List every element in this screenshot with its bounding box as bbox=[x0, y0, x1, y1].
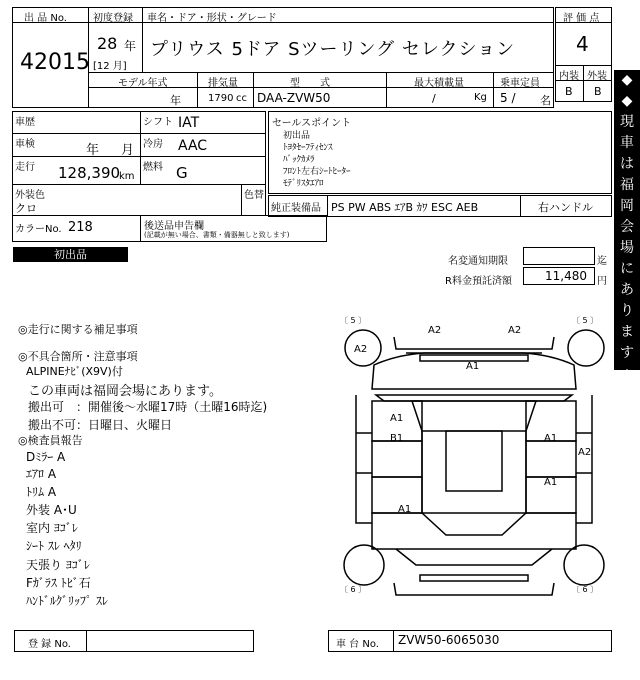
front-left-section-label: 〔 5 〕 bbox=[340, 316, 367, 325]
sales-point-item: ﾄﾖﾀｾｰﾌﾃｨｾﾝｽ bbox=[283, 143, 333, 153]
shift-value: IAT bbox=[178, 115, 200, 131]
inspector-line: ｴｱﾛ A bbox=[26, 467, 57, 481]
remark-line: この車両は福岡会場にあります。 bbox=[28, 384, 222, 399]
score-label: 評 価 点 bbox=[563, 13, 600, 24]
inspection-month: 月 bbox=[121, 143, 135, 158]
inspector-line: 天張り ﾖｺﾞﾚ bbox=[26, 558, 90, 572]
location-banner: ◆ ◆ 現 車 は 福 岡 会 場 に あ り ま す ◆ ◆ bbox=[614, 70, 640, 370]
remark-line: 搬出不可：日曜日、火曜日 bbox=[28, 418, 173, 432]
damage-mark-side-right: A2 bbox=[578, 447, 592, 458]
history-label: 車歴 bbox=[15, 117, 35, 128]
model-value: DAA-ZVW50 bbox=[257, 91, 331, 105]
chassis-no-value: ZVW50-6065030 bbox=[398, 633, 500, 647]
displacement-label: 排気量 bbox=[208, 78, 238, 89]
reg-year: 28 bbox=[97, 34, 118, 53]
chassis-no-label: 車 台 No. bbox=[336, 639, 379, 650]
name-change-deadline-box bbox=[523, 247, 595, 265]
sales-point-item: 初出品 bbox=[283, 131, 311, 141]
color-row bbox=[12, 184, 266, 216]
cc-unit: cc bbox=[236, 93, 247, 104]
reg-year-unit: 年 bbox=[124, 39, 137, 53]
inspector-header: ◎検査員報告 bbox=[18, 434, 83, 447]
sales-point-item: ﾓﾃﾞﾘｽﾀｴｱﾛ bbox=[283, 179, 324, 189]
details-table bbox=[12, 111, 266, 185]
fuel-label: 燃料 bbox=[143, 162, 163, 173]
car-name: プリウス 5ドア Sツーリング セレクション bbox=[150, 39, 516, 60]
inspector-line: Fｶﾞﾗｽ ﾄﾋﾞ石 bbox=[26, 576, 91, 590]
damage-mark-door-front-right: A1 bbox=[544, 433, 558, 444]
color-code-value: 218 bbox=[68, 220, 93, 235]
sales-point-item: ﾌﾛﾝﾄ左右ｼｰﾄﾋｰﾀｰ bbox=[283, 167, 351, 177]
exterior-label: 外装 bbox=[587, 71, 607, 82]
capacity-unit: 名 bbox=[540, 94, 551, 107]
mileage-label: 走行 bbox=[15, 162, 35, 173]
first-reg-label: 初度登録 bbox=[93, 13, 133, 24]
lot-number: 42015 bbox=[20, 50, 90, 75]
damage-mark-hood: A1 bbox=[466, 361, 480, 372]
defects-header: ◎不具合箇所・注意事項 bbox=[18, 350, 138, 363]
inspection-label: 車検 bbox=[15, 139, 35, 150]
shift-label: シフト bbox=[143, 117, 173, 128]
damage-mark-bumper-front-2: A2 bbox=[508, 325, 522, 336]
model-year-label: モデル年式 bbox=[118, 78, 168, 89]
handle-value: 右ハンドル bbox=[538, 201, 593, 214]
reg-no-label: 登 録 No. bbox=[28, 639, 71, 650]
recycle-fee-value: 11,480 bbox=[545, 269, 587, 283]
sales-points-label: セールスポイント bbox=[272, 118, 352, 129]
damage-mark-wheel-front-left: A2 bbox=[354, 344, 368, 355]
mileage-value: 128,390 bbox=[58, 164, 121, 182]
exterior-grade: B bbox=[594, 85, 602, 98]
inspector-line: 外装 A･U bbox=[26, 503, 77, 517]
damage-mark-fender-left: A1 bbox=[390, 413, 404, 424]
car-name-label: 車名・ドア・形状・グレード bbox=[147, 13, 277, 24]
reg-month: [12 月] bbox=[93, 61, 127, 72]
remark-line: 搬出可 ：開催後～水曜17時（土曜16時迄) bbox=[28, 400, 268, 414]
recycle-fee-unit: 円 bbox=[597, 276, 607, 287]
lot-label: 出 品 No. bbox=[24, 13, 67, 24]
front-right-section-label: 〔 5 〕 bbox=[572, 316, 599, 325]
rear-right-section-label: 〔 6 〕 bbox=[572, 585, 599, 594]
damage-mark-door-rear-right: A1 bbox=[544, 477, 558, 488]
inspector-line: ｼｰﾄ ｽﾚ ﾍﾀﾘ bbox=[26, 539, 82, 553]
first-listing-tag: 初出品 bbox=[13, 247, 128, 262]
damage-mark-door-front-left: B1 bbox=[390, 433, 404, 444]
inspector-line: 室内 ﾖｺﾞﾚ bbox=[26, 521, 78, 535]
aftermarket-label: 後送品申告欄 bbox=[144, 221, 204, 232]
remark-line: ALPINEﾅﾋﾞ(X9V)付 bbox=[26, 365, 123, 378]
inspector-line: ﾊﾝﾄﾞﾙｸﾞﾘｯﾌﾟ ｽﾚ bbox=[26, 594, 108, 608]
color-code-label: カラーNo. bbox=[15, 224, 62, 235]
color-change-label: 色替 bbox=[244, 190, 264, 201]
name-change-unit: 迄 bbox=[597, 256, 607, 267]
color-value: クロ bbox=[15, 202, 37, 215]
sales-point-item: ﾊﾞｯｸｶﾒﾗ bbox=[283, 155, 315, 165]
recycle-fee-label: R料金預託済額 bbox=[445, 276, 512, 287]
inspection-year: 年 bbox=[86, 143, 100, 158]
color-label: 外装色 bbox=[15, 190, 45, 201]
interior-label: 内装 bbox=[559, 71, 579, 82]
model-label: 型 式 bbox=[290, 78, 330, 89]
damage-mark-bumper-front-1: A2 bbox=[428, 325, 442, 336]
ac-label: 冷房 bbox=[143, 139, 163, 150]
damage-mark-quarter-left: A1 bbox=[398, 504, 412, 515]
displacement-value: 1790 bbox=[208, 93, 234, 104]
driving-remarks-header: ◎走行に関する補足事項 bbox=[18, 323, 138, 336]
car-damage-diagram bbox=[336, 313, 612, 615]
inspector-line: Dﾐﾗｰ A bbox=[26, 450, 66, 464]
model-year-value: 年 bbox=[170, 94, 181, 107]
aftermarket-note: (記載が無い場合、書類・備器無しと致します) bbox=[144, 231, 290, 239]
max-load-label: 最大積載量 bbox=[414, 78, 464, 89]
max-load-value: / bbox=[432, 92, 436, 105]
mileage-unit: km bbox=[119, 171, 135, 182]
ac-value: AAC bbox=[178, 138, 208, 154]
equipment-value: PS PW ABS ｴｱB ｶﾜ ESC AEB bbox=[331, 201, 479, 214]
equipment-label: 純正装備品 bbox=[271, 203, 321, 214]
rear-left-section-label: 〔 6 〕 bbox=[340, 585, 367, 594]
fuel-value: G bbox=[176, 164, 188, 182]
score-value: 4 bbox=[576, 32, 589, 56]
kg-unit: Kg bbox=[474, 92, 487, 103]
capacity-label: 乗車定員 bbox=[500, 78, 540, 89]
inspector-line: ﾄﾘﾑ A bbox=[26, 485, 57, 499]
capacity-value: 5 / bbox=[500, 91, 516, 105]
interior-grade: B bbox=[565, 85, 573, 98]
name-change-deadline-label: 名変通知期限 bbox=[448, 256, 508, 267]
